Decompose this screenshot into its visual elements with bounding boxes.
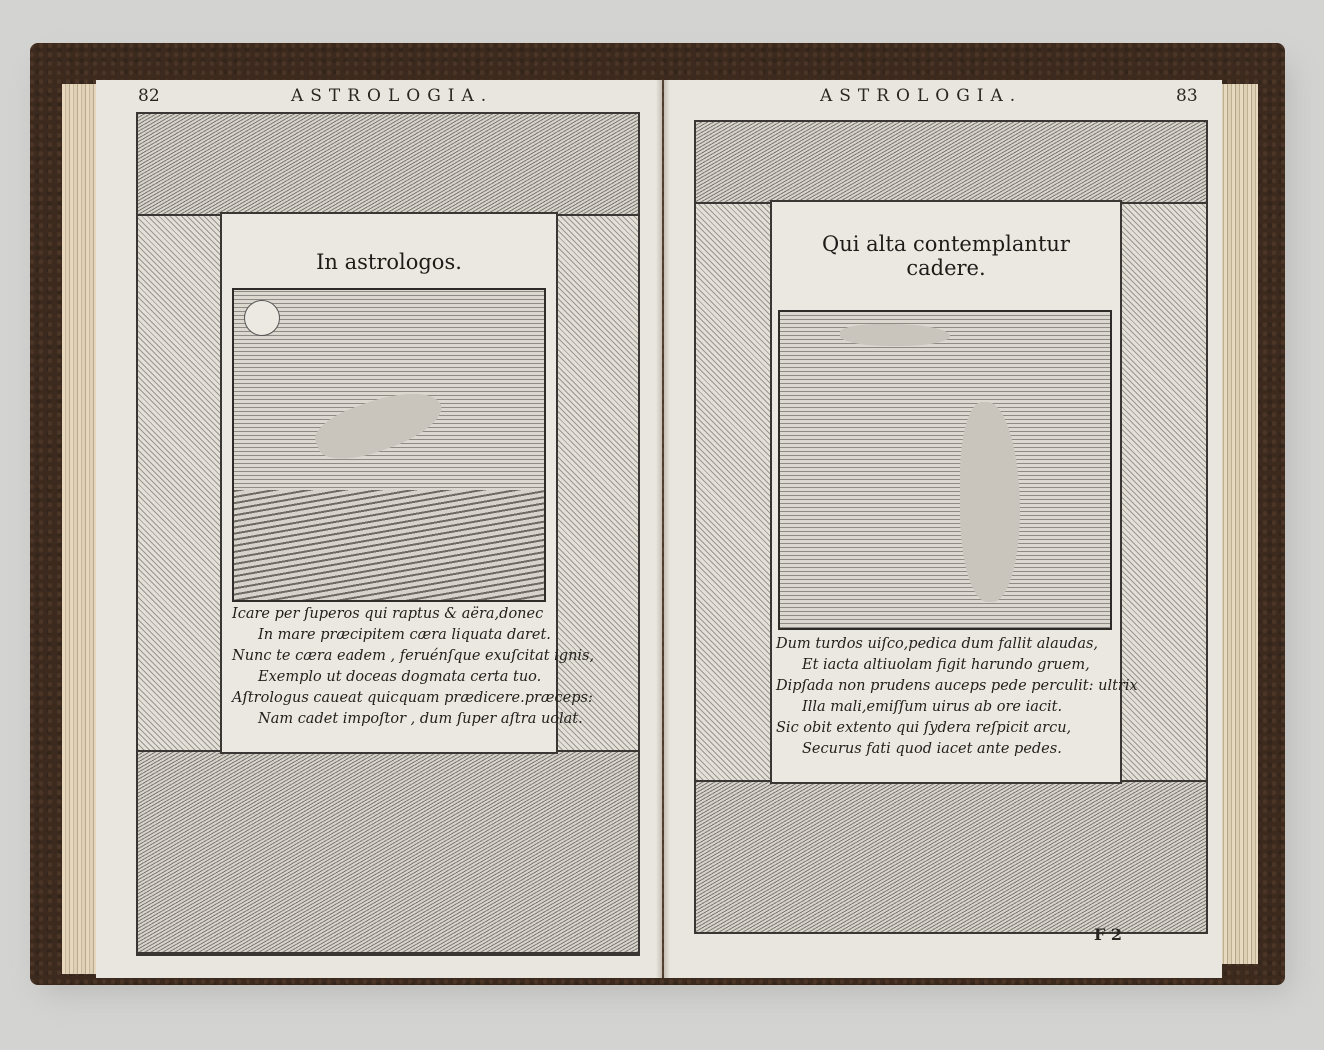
emblem-panel-right — [770, 200, 1138, 784]
verse-right — [776, 634, 1138, 760]
page-number-left: 82 — [138, 86, 160, 106]
verse-line: Securus fati quod iacet ante pedes. — [802, 741, 1062, 757]
verse-left — [232, 604, 594, 730]
verse-line: Dipſada non prudens auceps pede perculit: ultrix — [776, 678, 1138, 694]
verse-line: Nam cadet impoſtor , dum ſuper aſtra uolat. — [258, 711, 583, 727]
page-edges-right — [1220, 84, 1258, 964]
verse-line: Dum turdos uiſco,pedica dum fallit alaudas, — [776, 636, 1099, 652]
left-page — [96, 80, 662, 978]
emblem-panel-left — [220, 212, 595, 754]
top-garland-ornament — [136, 112, 640, 216]
emblem-title-left: In astrologos. — [316, 250, 462, 274]
page-edges-left — [62, 84, 98, 974]
verse-line: Aſtrologus caueat quicquam prædicere.præceps: — [232, 690, 593, 706]
running-head-right: ASTROLOGIA. — [820, 86, 1023, 106]
right-page — [664, 80, 1222, 978]
verse-line: Illa mali,emiſſum uirus ab ore iacit. — [802, 699, 1063, 715]
verse-line: In mare præcipitem cæra liquata daret. — [258, 627, 551, 643]
verse-line: Exemplo ut doceas dogmata certa tuo. — [258, 669, 542, 685]
book-gutter — [656, 80, 670, 978]
archer-figure — [960, 402, 1020, 602]
signature-mark: F 2 — [1094, 925, 1123, 944]
page-number-right: 83 — [1176, 86, 1198, 106]
top-scroll-ornament — [694, 120, 1208, 204]
icarus-figure — [309, 379, 448, 470]
emblem-title-line: Qui alta contemplantur — [822, 232, 1070, 256]
emblem-title-right — [772, 232, 1120, 280]
verse-line: Sic obit extento qui ſydera reſpicit arcu, — [776, 720, 1072, 736]
bottom-chariot-frieze — [694, 780, 1208, 934]
verse-line: Nunc te cæra eadem , feruénſque exuſcitat ignis, — [232, 648, 595, 664]
sea — [234, 490, 544, 600]
bottom-cartouche-ornament — [136, 750, 640, 954]
sun-icon — [244, 300, 280, 336]
woodcut-icarus — [232, 288, 546, 602]
verse-line: Et iacta altiuolam figit harundo gruem, — [802, 657, 1090, 673]
woodcut-archer — [778, 310, 1112, 630]
emblem-title-line: cadere. — [906, 256, 986, 280]
running-head-left: ASTROLOGIA. — [291, 86, 494, 106]
verse-line: Icare per ſuperos qui raptus & aëra,donec — [232, 606, 544, 622]
crane-in-flight — [840, 324, 950, 346]
